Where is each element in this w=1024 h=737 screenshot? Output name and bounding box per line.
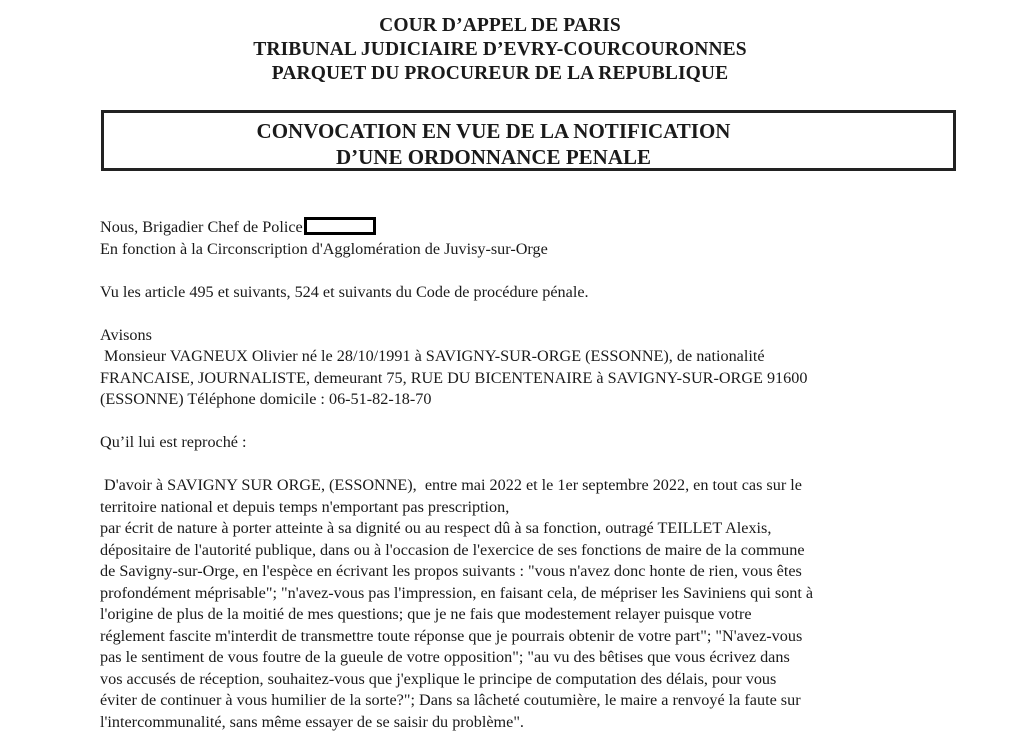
document-body: [100, 217, 900, 733]
notice-line-2: FRANCAISE, JOURNALISTE, demeurant 75, RUE DU BICENTENAIRE à SAVIGNY-SUR-ORGE 91600: [100, 368, 808, 387]
charges-line-6: profondément méprisable"; "n'avez-vous pas l'impression, en faisant cela, de mépriser les Saviniens qui sont à: [100, 583, 814, 602]
charges-line-9: pas le sentiment de vous foutre de la gueule de votre opposition"; "au vu des bêtises que vous écrivez dans: [100, 648, 790, 666]
document-title-box: [101, 110, 956, 171]
parquet-name: PARQUET DU PROCUREUR DE LA REPUBLIQUE: [271, 63, 729, 84]
charges-line-11: éviter de continuer à vous humilier de la sorte?"; Dans sa lâcheté coutumière, le maire a renvoyé la faute sur: [100, 691, 801, 709]
charges-line-5: de Savigny-sur-Orge, en l'espèce en écrivant les propos suivants : "vous n'avez donc honte de rien, vous êtes: [100, 562, 802, 580]
document-header: [0, 14, 1000, 86]
charges-line-4: dépositaire de l'autorité publique, dans ou à l'occasion de l'exercice de ses fonctions de maire de la commune: [100, 540, 805, 559]
officer-intro: Nous, Brigadier Chef de Police: [100, 218, 303, 236]
legal-basis: Vu les article 495 et suivants, 524 et suivants du Code de procédure pénale.: [100, 282, 589, 301]
charges-heading: Qu’il lui est reproché :: [100, 433, 247, 451]
charges-line-12: l'intercommunalité, sans même essayer de se saisir du problème".: [100, 712, 524, 731]
notice-line-1: Monsieur VAGNEUX Olivier né le 28/10/1991 à SAVIGNY-SUR-ORGE (ESSONNE), de nationalité: [100, 347, 765, 365]
charges-line-7: l'origine de plus de la moitié de mes questions; que je ne fais que modestement relayer puisque votre: [100, 605, 752, 623]
officer-function: En fonction à la Circonscription d'Agglomération de Juvisy-sur-Orge: [100, 239, 548, 258]
notice-line-3: (ESSONNE) Téléphone domicile : 06-51-82-18-70: [100, 390, 432, 408]
charges-line-10: vos accusés de réception, souhaitez-vous que j'explique le principe de computation des délais, pour vous: [100, 669, 777, 688]
redacted-name-box: [304, 217, 376, 235]
charges-line-3: par écrit de nature à porter atteinte à sa dignité ou au respect dû à sa fonction, outragé TEILLET Alexis,: [100, 519, 772, 537]
title-line-2: D’UNE ORDONNANCE PENALE: [335, 145, 651, 169]
charges-line-1: D'avoir à SAVIGNY SUR ORGE, (ESSONNE), entre mai 2022 et le 1er septembre 2022, en tout cas sur le: [104, 476, 802, 494]
officer-line: [100, 217, 900, 239]
tribunal-name: TRIBUNAL JUDICIAIRE D’EVRY-COURCOURONNES: [253, 39, 747, 60]
title-line-1: CONVOCATION EN VUE DE LA NOTIFICATION: [256, 119, 731, 143]
notice-heading: Avisons: [100, 325, 152, 344]
charges-line-8: réglement fascite m'interdit de transmettre toute réponse que je pourrais obtenir de votre part"; "N'avez-vous: [100, 626, 803, 645]
court-name: COUR D’APPEL DE PARIS: [379, 15, 621, 36]
charges-line-2: territoire national et depuis temps n'emportant pas prescription,: [100, 497, 510, 516]
